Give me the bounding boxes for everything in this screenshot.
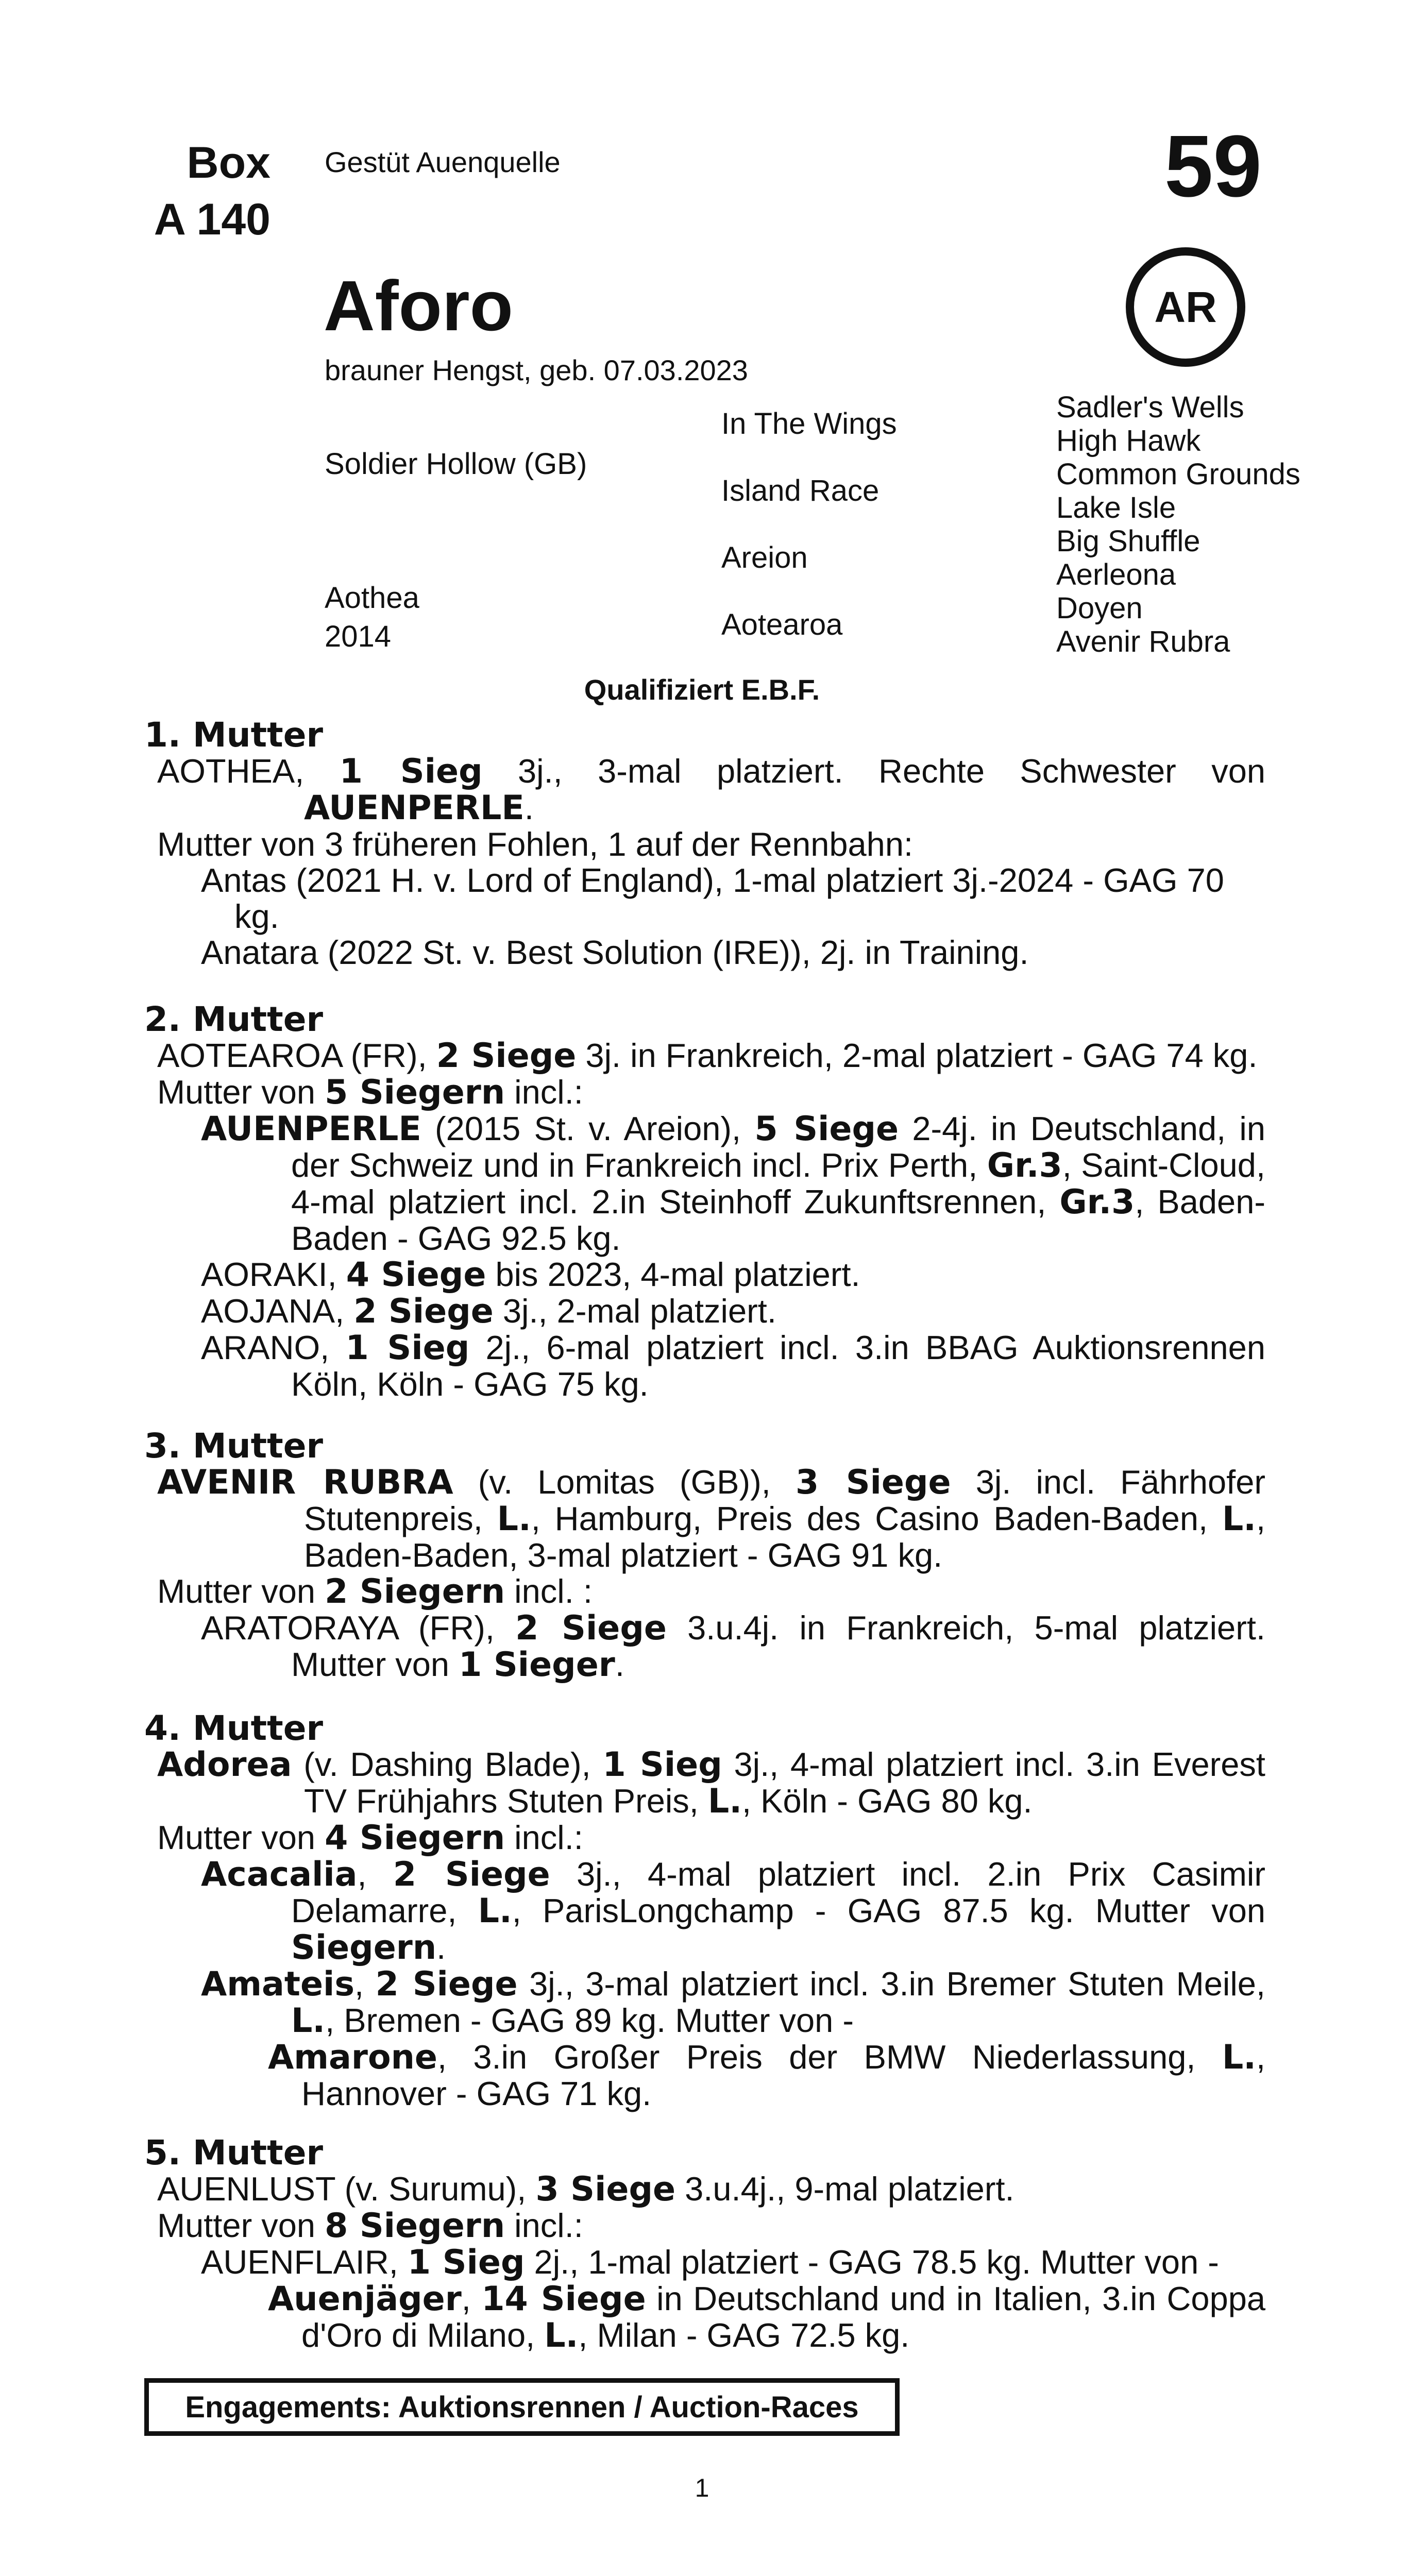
produce-entry bbox=[144, 1610, 1265, 1683]
winners-count: 1 Sieger bbox=[459, 1646, 615, 1684]
text: ARANO, bbox=[201, 1329, 346, 1366]
produce-summary bbox=[144, 2208, 1265, 2244]
text: . bbox=[615, 1646, 624, 1683]
text: . bbox=[436, 1928, 446, 1966]
text: , bbox=[461, 2280, 482, 2317]
produce-entry bbox=[144, 1293, 1265, 1330]
wins: 1 Sieg bbox=[602, 1745, 722, 1784]
text: , 3.in Großer Preis der BMW Niederlassung, bbox=[437, 2038, 1222, 2076]
text: , Baden-Baden - GAG 92.5 kg. bbox=[291, 1183, 1265, 1257]
text: , Köln - GAG 80 kg. bbox=[742, 1782, 1033, 1820]
pedigree-great-grandparent: Big Shuffle bbox=[1056, 524, 1200, 558]
produce-entry bbox=[144, 1330, 1265, 1402]
race-grade: L. bbox=[291, 2002, 326, 2040]
dam-entry bbox=[144, 1464, 1265, 1573]
dam-entry bbox=[144, 2171, 1265, 2208]
text: AORAKI, bbox=[201, 1256, 346, 1293]
section-3rd-dam bbox=[144, 1428, 1265, 1683]
produce-entry bbox=[144, 2281, 1265, 2354]
text: 3j., 4-mal platziert incl. 3.in Everest TV Frühjahrs Stuten Preis, bbox=[304, 1745, 1265, 1820]
text: 3.u.4j. in Frankreich, 5-mal platziert. Mutter von bbox=[291, 1609, 1265, 1683]
pedigree-great-grandparent: Lake Isle bbox=[1056, 491, 1176, 524]
pedigree-dam-year: 2014 bbox=[325, 620, 392, 653]
text: , Hannover - GAG 71 kg. bbox=[301, 2038, 1265, 2112]
pedigree-great-grandparent: Common Grounds bbox=[1056, 457, 1300, 491]
produce-summary bbox=[144, 1074, 1265, 1111]
pedigree-sire: Soldier Hollow (GB) bbox=[325, 447, 587, 481]
produce-summary bbox=[144, 1820, 1265, 1856]
horse-description: brauner Hengst, geb. 07.03.2023 bbox=[325, 354, 748, 386]
horse-name-bold: Auenjäger bbox=[268, 2280, 462, 2318]
text: , Hamburg, Preis des Casino Baden-Baden, bbox=[531, 1500, 1222, 1537]
page-number: 1 bbox=[695, 2473, 709, 2502]
section-2nd-dam bbox=[144, 999, 1266, 1403]
section-title: 4. Mutter bbox=[144, 1708, 324, 1748]
text: incl. : bbox=[505, 1572, 593, 1610]
wins: 2 Siege bbox=[353, 1292, 494, 1331]
section-title: 1. Mutter bbox=[144, 715, 324, 755]
text: 2-4j. in Deutschland, in der Schweiz und in Frankreich incl. Prix Perth, bbox=[291, 1110, 1266, 1184]
text: AUENLUST (v. Surumu), bbox=[157, 2170, 536, 2208]
box-number: A 140 bbox=[154, 195, 270, 244]
pedigree-grandparent: Aotearoa bbox=[721, 608, 843, 641]
stud-name: Gestüt Auenquelle bbox=[325, 146, 561, 178]
horse-name-bold: AVENIR RUBRA bbox=[157, 1463, 453, 1502]
produce-entry bbox=[144, 1966, 1265, 2039]
text: in Deutschland und in Italien, 3.in Coppa d'Oro di Milano, bbox=[301, 2280, 1266, 2354]
produce-entry bbox=[144, 2244, 1265, 2281]
race-grade: L. bbox=[497, 1500, 531, 1538]
text: , bbox=[354, 1965, 376, 2003]
text: 2j., 1-mal platziert - GAG 78.5 kg. Mutter von - bbox=[525, 2243, 1219, 2281]
race-grade: L. bbox=[544, 2316, 579, 2355]
produce-summary: Mutter von 3 früheren Fohlen, 1 auf der Rennbahn: bbox=[157, 825, 914, 863]
text: 3j. incl. Fährhofer Stutenpreis, bbox=[304, 1463, 1265, 1537]
text: incl.: bbox=[505, 1819, 583, 1856]
race-grade: L. bbox=[478, 1892, 512, 1930]
winners-count: 8 Siegern bbox=[325, 2207, 505, 2245]
pedigree-great-grandparent: Sadler's Wells bbox=[1056, 391, 1244, 424]
text: 3j., 2-mal platziert. bbox=[493, 1292, 776, 1330]
produce-entry bbox=[144, 1856, 1265, 1966]
horse-name-bold: AUENPERLE bbox=[201, 1110, 421, 1148]
horse-name-bold: Amateis bbox=[201, 1965, 355, 2004]
text: (2015 St. v. Areion), bbox=[421, 1110, 755, 1147]
produce-entry: Antas (2021 H. v. Lord of England), 1-mal platziert 3j.-2024 - GAG 70 kg. bbox=[201, 861, 1224, 935]
section-title: 2. Mutter bbox=[144, 999, 324, 1039]
race-grade: Gr.3 bbox=[987, 1146, 1062, 1185]
text: 3j. in Frankreich, 2-mal platziert - GAG 74 kg. bbox=[576, 1037, 1258, 1074]
text: AOTEAROA (FR), bbox=[157, 1037, 436, 1074]
horse-name-bold: Adorea bbox=[157, 1745, 292, 1784]
wins: 2 Siege bbox=[436, 1037, 577, 1075]
horse-name-bold: Acacalia bbox=[201, 1855, 358, 1894]
winners-count: 5 Siegern bbox=[325, 1073, 505, 1112]
text: 3j., 3-mal platziert. Rechte Schwester von bbox=[482, 752, 1265, 790]
text: (v. Lomitas (GB)), bbox=[453, 1463, 796, 1501]
wins: 2 Siege bbox=[515, 1609, 667, 1648]
text: incl.: bbox=[505, 1073, 583, 1111]
lot-number: 59 bbox=[1164, 117, 1262, 215]
race-grade: L. bbox=[1222, 1500, 1256, 1538]
box-label: Box bbox=[187, 138, 270, 188]
text: (v. Dashing Blade), bbox=[292, 1745, 603, 1783]
qualification: Qualifiziert E.B.F. bbox=[584, 673, 820, 706]
text: Mutter von bbox=[157, 2207, 325, 2244]
wins: 1 Sieg bbox=[407, 2243, 525, 2282]
text: Mutter von bbox=[157, 1073, 325, 1111]
text: ARATORAYA (FR), bbox=[201, 1609, 516, 1647]
wins: 2 Siege bbox=[375, 1965, 518, 2004]
race-grade: L. bbox=[1222, 2038, 1256, 2077]
text: AOTHEA, bbox=[157, 752, 340, 790]
wins: 4 Siege bbox=[346, 1256, 486, 1294]
wins: 2 Siege bbox=[393, 1855, 550, 1894]
dam-entry bbox=[144, 753, 1265, 826]
race-grade: L. bbox=[707, 1782, 742, 1821]
pedigree-grandparent: Areion bbox=[721, 541, 808, 574]
pedigree-grandparent: In The Wings bbox=[721, 407, 897, 440]
produce-entry bbox=[144, 1257, 1265, 1293]
pedigree-great-grandparent: Doyen bbox=[1056, 591, 1143, 625]
wins: 1 Sieg bbox=[345, 1329, 470, 1367]
winners-label: Siegern bbox=[291, 1928, 437, 1967]
pedigree-great-grandparent: Avenir Rubra bbox=[1056, 625, 1230, 658]
produce-entry bbox=[144, 2039, 1265, 2112]
wins: 14 Siege bbox=[481, 2280, 646, 2318]
pedigree-great-grandparent: Aerleona bbox=[1056, 558, 1176, 591]
text: . bbox=[524, 789, 534, 826]
text: , bbox=[357, 1855, 393, 1893]
produce-summary bbox=[144, 1573, 1265, 1610]
text: , ParisLongchamp - GAG 87.5 kg. Mutter von bbox=[512, 1892, 1265, 1929]
winners-count: 4 Siegern bbox=[325, 1819, 505, 1857]
dam-entry bbox=[144, 1747, 1265, 1820]
pedigree-grandparent: Island Race bbox=[721, 474, 879, 507]
wins: 1 Sieg bbox=[339, 752, 483, 791]
section-5th-dam bbox=[144, 2135, 1265, 2354]
text: bis 2023, 4-mal platziert. bbox=[486, 1256, 860, 1293]
text: 3j., 3-mal platziert incl. 3.in Bremer Stuten Meile, bbox=[517, 1965, 1265, 2003]
wins: 3 Siege bbox=[795, 1463, 951, 1502]
wins: 5 Siege bbox=[754, 1110, 899, 1148]
dam-entry bbox=[144, 1038, 1265, 1074]
text: incl.: bbox=[505, 2207, 583, 2244]
pedigree-dam: Aothea bbox=[325, 581, 419, 615]
section-title: 5. Mutter bbox=[144, 2133, 324, 2173]
produce-entry: Anatara (2022 St. v. Best Solution (IRE)), 2j. in Training. bbox=[201, 934, 1029, 971]
horse-name-bold: Amarone bbox=[268, 2038, 437, 2077]
text: , Bremen - GAG 89 kg. Mutter von - bbox=[325, 2002, 854, 2039]
horse-name-bold: AUENPERLE bbox=[304, 789, 525, 827]
text: , Baden-Baden, 3-mal platziert - GAG 91 kg. bbox=[304, 1500, 1266, 1574]
text: Mutter von bbox=[157, 1572, 325, 1610]
ar-badge: AR bbox=[1126, 247, 1245, 367]
text: , Milan - GAG 72.5 kg. bbox=[578, 2316, 910, 2354]
produce-entry bbox=[144, 1111, 1265, 1257]
engagements-box: Engagements: Auktionsrennen / Auction-Races bbox=[144, 2378, 900, 2436]
wins: 3 Siege bbox=[535, 2170, 676, 2209]
text: 3.u.4j., 9-mal platziert. bbox=[675, 2170, 1014, 2208]
text: Mutter von bbox=[157, 1819, 325, 1856]
winners-count: 2 Siegern bbox=[325, 1572, 505, 1611]
horse-name: Aforo bbox=[324, 266, 513, 346]
pedigree-great-grandparent: High Hawk bbox=[1056, 424, 1201, 457]
text: , Saint-Cloud, 4-mal platziert incl. 2.in Steinhoff Zukunftsrennen, bbox=[291, 1146, 1265, 1221]
text: AUENFLAIR, bbox=[201, 2243, 408, 2281]
section-title: 3. Mutter bbox=[144, 1426, 324, 1466]
section-1st-dam bbox=[144, 717, 1265, 971]
section-4th-dam bbox=[144, 1710, 1265, 2112]
text: 2j., 6-mal platziert incl. 3.in BBAG Auktionsrennen Köln, Köln - GAG 75 kg. bbox=[291, 1329, 1265, 1403]
race-grade: Gr.3 bbox=[1059, 1183, 1135, 1222]
text: 3j., 4-mal platziert incl. 2.in Prix Casimir Delamarre, bbox=[291, 1855, 1265, 1929]
text: AOJANA, bbox=[201, 1292, 354, 1330]
